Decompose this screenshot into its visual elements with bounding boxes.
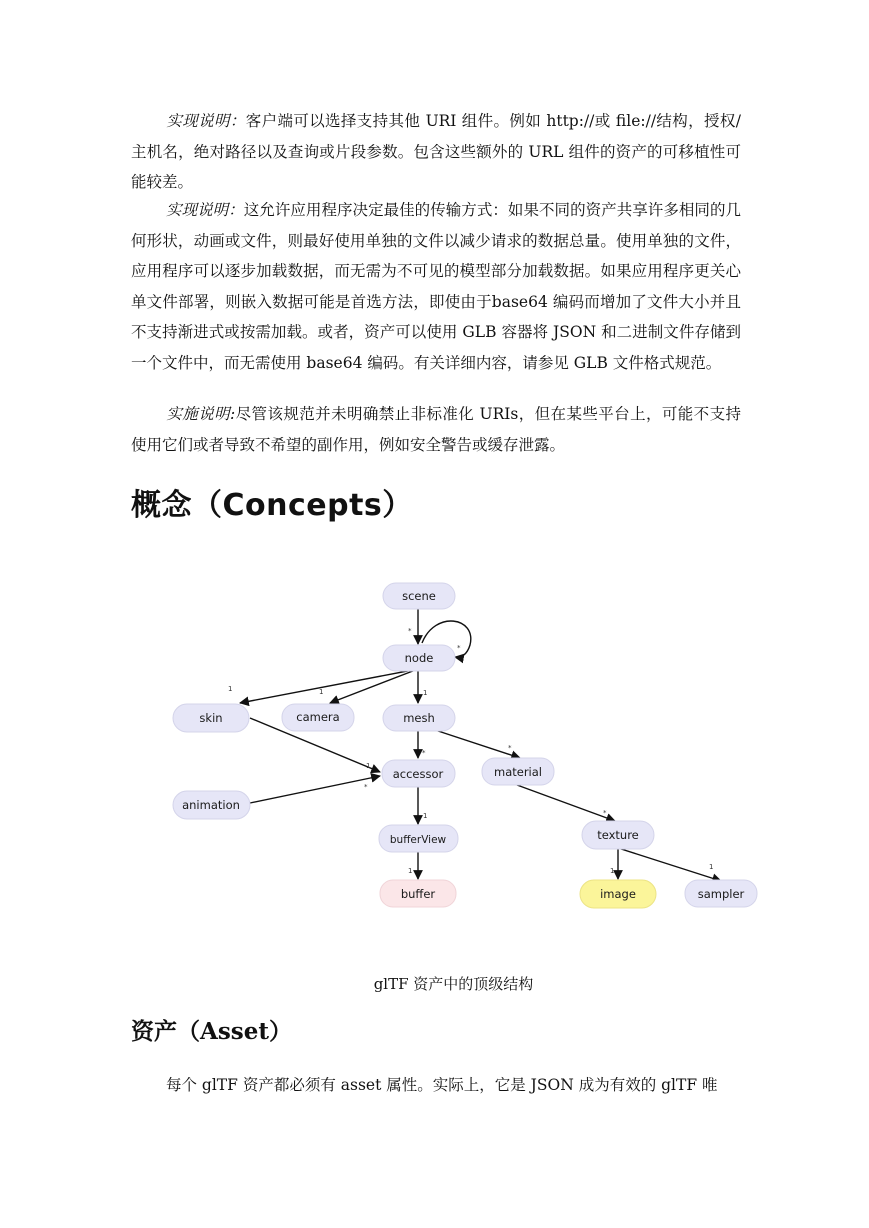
mult-node-skin: 1 bbox=[228, 685, 233, 693]
mult-scene-node: * bbox=[408, 627, 412, 635]
node-node bbox=[383, 645, 455, 671]
mult-node-mesh: 1 bbox=[423, 689, 428, 697]
svg-text:texture: texture bbox=[597, 828, 639, 842]
edge-animation-accessor bbox=[250, 776, 380, 803]
note-label: 实施说明: bbox=[166, 405, 236, 423]
paragraph-asset bbox=[131, 1070, 741, 1101]
svg-text:image: image bbox=[600, 887, 636, 901]
figure-caption: glTF 资产中的顶级结构 bbox=[373, 975, 534, 993]
note-label: 实现说明： bbox=[166, 112, 246, 130]
mult-skin-accessor: 1 bbox=[366, 762, 371, 770]
paragraph-implementation-note bbox=[131, 399, 741, 460]
node-scene bbox=[383, 583, 455, 609]
mult-texture-image: 1 bbox=[610, 867, 615, 875]
gltf-structure-diagram bbox=[165, 575, 765, 915]
mult-bufferview-buffer: 1 bbox=[408, 867, 413, 875]
paragraph-uri-note bbox=[131, 106, 741, 198]
svg-text:skin: skin bbox=[199, 711, 223, 725]
paragraph-text: 尽管该规范并未明确禁止非标准化 URIs，但在某些平台上，可能不支持使用它们或者导致不希望的副作用，例如安全警告或缓存泄露。 bbox=[131, 405, 741, 454]
node-image bbox=[580, 880, 656, 908]
svg-text:bufferView: bufferView bbox=[389, 834, 447, 846]
svg-text:mesh: mesh bbox=[403, 711, 435, 725]
mult-node-self: * bbox=[457, 644, 461, 652]
svg-text:buffer: buffer bbox=[400, 887, 436, 901]
node-material bbox=[482, 758, 554, 785]
heading-asset: 资产（Asset） bbox=[131, 1018, 292, 1045]
node-texture bbox=[582, 821, 654, 849]
mult-texture-sampler: 1 bbox=[709, 863, 714, 871]
node-skin bbox=[173, 704, 249, 732]
mult-node-camera: 1 bbox=[319, 688, 324, 696]
mult-material-texture: * bbox=[603, 809, 607, 817]
paragraph-text: 客户端可以选择支持其他 URI 组件。例如 http://或 file://结构，授权/主机名，绝对路径以及查询或片段参数。包含这些额外的 URL 组件的资产的可移植性可能较差。 bbox=[131, 112, 741, 191]
node-animation bbox=[173, 791, 250, 819]
node-sampler bbox=[685, 880, 757, 907]
svg-text:animation: animation bbox=[182, 798, 240, 812]
mult-mesh-material: * bbox=[508, 744, 512, 752]
svg-text:sampler: sampler bbox=[697, 887, 745, 901]
node-bufferview bbox=[379, 825, 458, 852]
paragraph-text: 每个 glTF 资产都必须有 asset 属性。实际上，它是 JSON 成为有效的 glTF 唯 bbox=[166, 1076, 718, 1094]
node-accessor bbox=[382, 760, 455, 787]
svg-text:accessor: accessor bbox=[392, 767, 444, 781]
mult-accessor-bufferview: 1 bbox=[423, 812, 428, 820]
svg-text:camera: camera bbox=[296, 710, 340, 724]
edge-material-texture bbox=[517, 785, 615, 821]
svg-text:material: material bbox=[494, 765, 542, 779]
svg-text:node: node bbox=[404, 651, 434, 665]
note-label: 实现说明： bbox=[166, 201, 244, 219]
paragraph-transport-note bbox=[131, 195, 741, 378]
edge-node-camera bbox=[330, 669, 418, 703]
mult-animation-accessor: * bbox=[364, 783, 368, 791]
heading-concepts: 概念（Concepts） bbox=[131, 488, 413, 523]
mult-mesh-accessor: * bbox=[422, 749, 426, 757]
paragraph-text: 这允许应用程序决定最佳的传输方式：如果不同的资产共享许多相同的几何形状，动画或文件，则最好使用单独的文件以减少请求的数据总量。使用单独的文件，应用程序可以逐步加载数据，而无需为不可见的模型部分加载数据。如果应用程序更关心单文件部署，则嵌入数据可能是首选方法，即使由于base64 编码而增加了文件大小并且不支持渐进式或按需加载。或者，资产可以使用 GLB 容器将 JSON 和二进制文件存储到一个文件中，而无需使用 base64 编码。有关详细内容，请参见 GLB 文件格式规范。 bbox=[131, 201, 741, 372]
node-buffer bbox=[380, 880, 456, 907]
edge-texture-sampler bbox=[618, 848, 721, 881]
svg-text:scene: scene bbox=[402, 589, 436, 603]
node-mesh bbox=[383, 705, 455, 731]
edge-node-skin bbox=[240, 669, 418, 703]
node-camera bbox=[282, 704, 354, 731]
